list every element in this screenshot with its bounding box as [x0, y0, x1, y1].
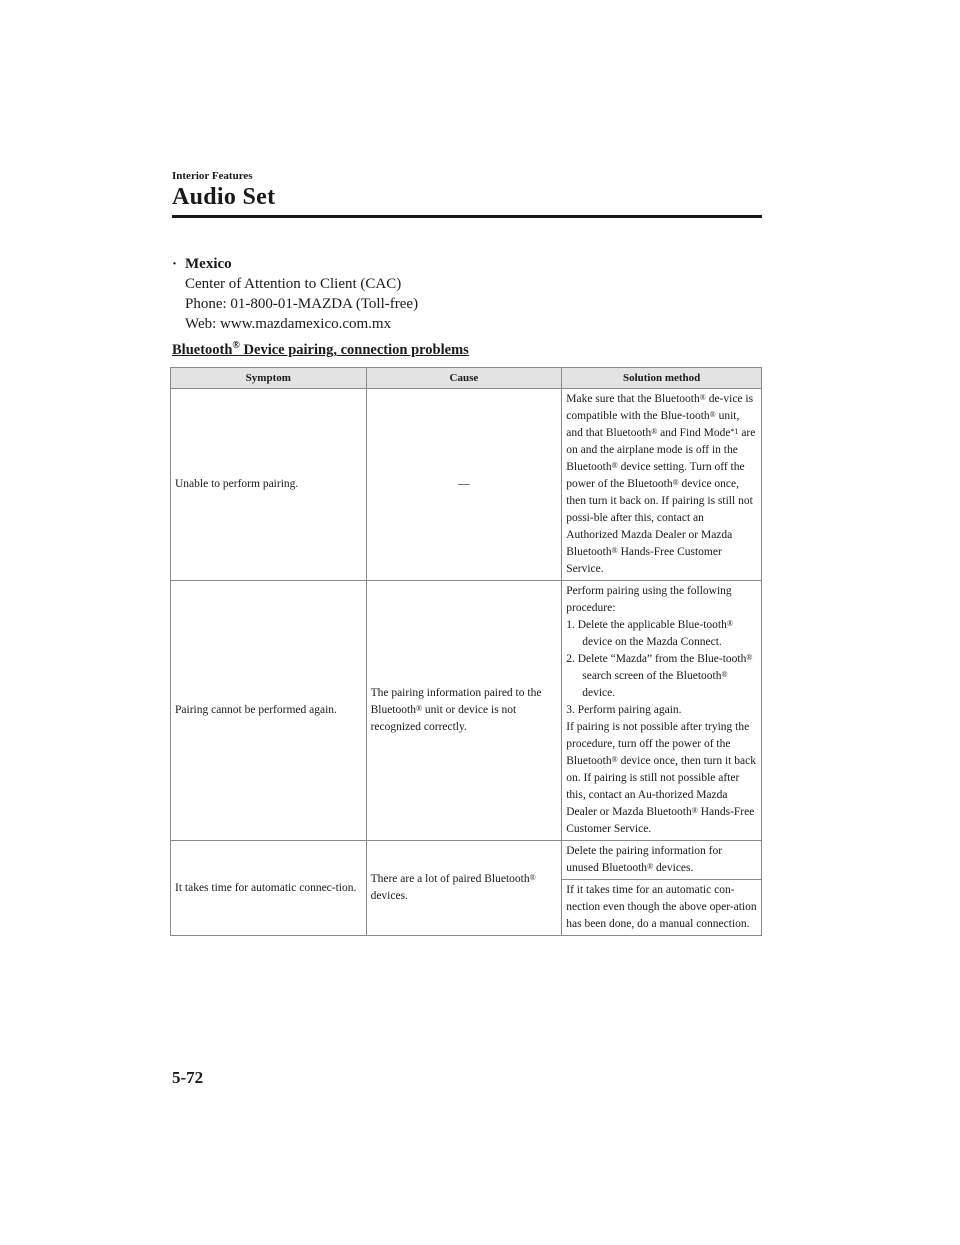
mexico-phone: Phone: 01-800-01-MAZDA (Toll-free): [185, 296, 419, 312]
header-cause: Cause: [366, 368, 562, 389]
header-symptom: Symptom: [171, 368, 367, 389]
section-label: Interior Features: [172, 170, 253, 182]
mexico-contact-block: [172, 254, 418, 334]
header-solution: Solution method: [562, 368, 762, 389]
page-title: Audio Set: [172, 184, 276, 210]
troubleshooting-table: [170, 367, 762, 936]
cause-cell: The pairing information paired to the Bluetooth® unit or device is not recognized correctly.: [366, 581, 562, 841]
solution-step-1: 1. Delete the applicable Blue-tooth® device on the Mazda Connect.: [566, 619, 733, 648]
mexico-center: Center of Attention to Client (CAC): [185, 276, 402, 292]
cause-cell: —: [366, 389, 562, 581]
symptom-cell: Pairing cannot be performed again.: [171, 581, 367, 841]
mexico-heading: Mexico: [185, 256, 232, 272]
mexico-web: Web: www.mazdamexico.com.mx: [185, 316, 392, 332]
table-row: [171, 841, 762, 880]
solution-outro: If pairing is not possible after trying the procedure, turn off the power of the Bluetooth® device once, then turn it back on. If pairing is still not possible after this, contact an Au-thorized Mazda Dealer or Mazda Bluetooth® Hands-Free Customer Service.: [566, 721, 756, 835]
solution-step-3: 3. Perform pairing again.: [566, 704, 682, 716]
solution-cell: If it takes time for an automatic con-nection even though the above oper-ation has been done, do a manual connection.: [562, 880, 762, 936]
solution-step-2: 2. Delete “Mazda” from the Blue-tooth® search screen of the Bluetooth® device.: [566, 653, 753, 699]
solution-intro: Perform pairing using the following procedure:: [566, 585, 732, 614]
symptom-cell: It takes time for automatic connec-tion.: [171, 841, 367, 936]
cause-cell: There are a lot of paired Bluetooth® devices.: [366, 841, 562, 936]
symptom-cell: Unable to perform pairing.: [171, 389, 367, 581]
title-divider: [172, 215, 762, 218]
solution-cell: Make sure that the Bluetooth® de-vice is compatible with the Blue-tooth® unit, and that Bluetooth® and Find Mode$^{*1}$ are on and the airplane mode is off in the Bluetooth® device setting. Turn off the power of the Bluetooth® device once, then turn it back on. If pairing is still not possi-ble after this, contact an Authorized Mazda Dealer or Mazda Bluetooth® Hands-Free Customer Service.: [562, 389, 762, 581]
solution-cell: Delete the pairing information for unused Bluetooth® devices.: [562, 841, 762, 880]
page-number: 5-72: [172, 1068, 204, 1087]
solution-cell: [562, 581, 762, 841]
table-row: [171, 581, 762, 841]
bullet-dot: ·: [172, 256, 178, 272]
table-row: [171, 389, 762, 581]
table-subheading: Bluetooth® Device pairing, connection problems: [172, 340, 469, 358]
table-header-row: [171, 368, 762, 389]
